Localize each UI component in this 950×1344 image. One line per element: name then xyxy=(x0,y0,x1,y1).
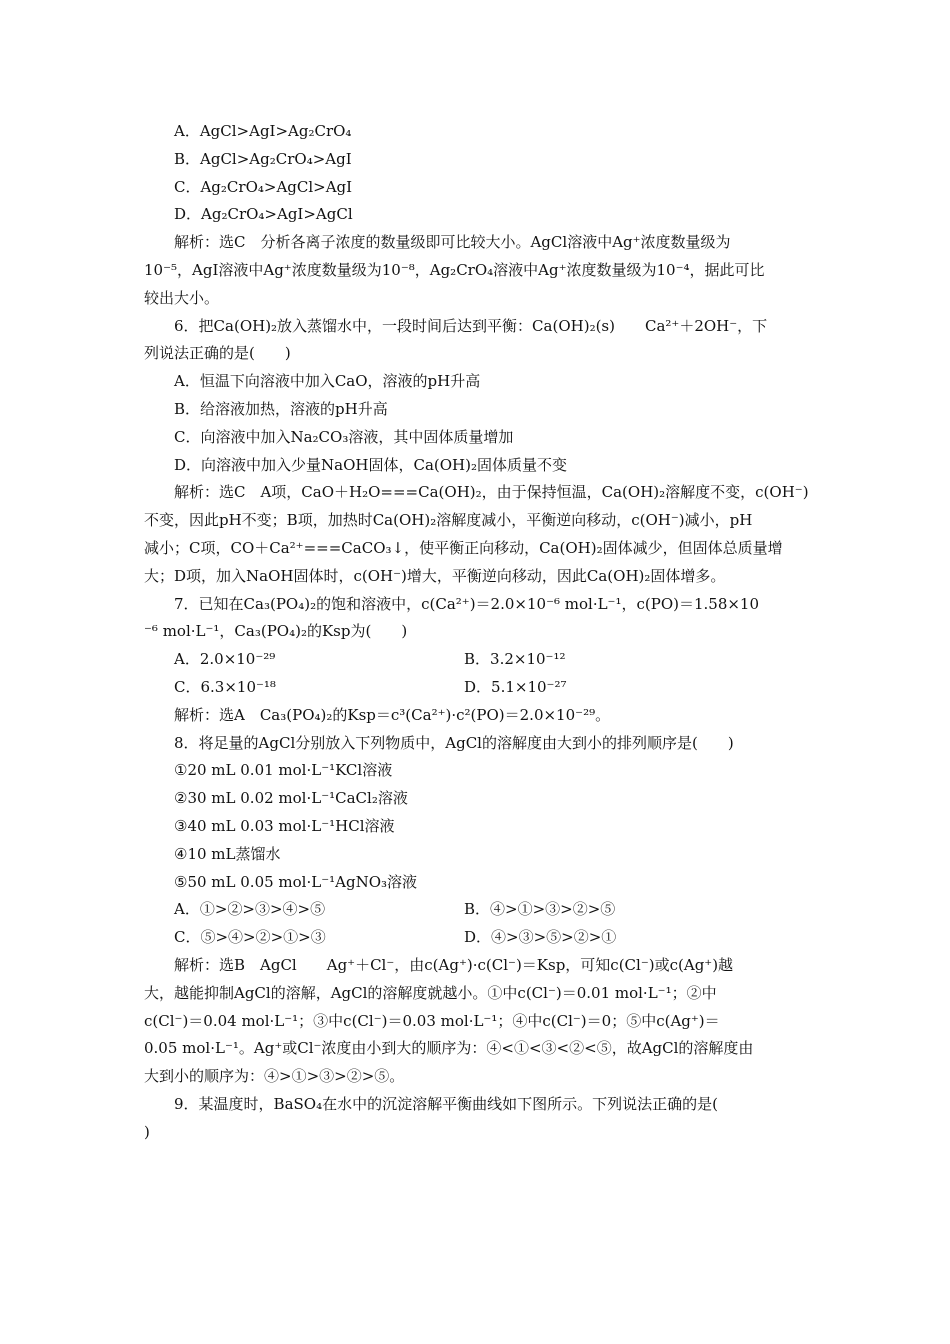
q7-option-d: D．5.1×10⁻²⁷ xyxy=(464,677,567,696)
text-line-q6-b: B．给溶液加热，溶液的pH升高 xyxy=(174,399,388,418)
text-line-q8-i3: ③40 mL 0.03 mol·L⁻¹HCl溶液 xyxy=(174,816,395,835)
text-line-q5-expl-2: 10⁻⁵，AgI溶液中Ag⁺浓度数量级为10⁻⁸，Ag₂CrO₄溶液中Ag⁺浓度数量级为10⁻⁴，据此可比 xyxy=(144,260,765,279)
question-block-8-9 xyxy=(144,952,810,1147)
q8-options-row-2 xyxy=(144,924,810,952)
text-line-q8-stem: 8．将足量的AgCl分别放入下列物质中，AgCl的溶解度由大到小的排列顺序是( ) xyxy=(174,733,734,752)
text-line-q8-i5: ⑤50 mL 0.05 mol·L⁻¹AgNO₃溶液 xyxy=(174,872,418,891)
text-line-q5-d: D．Ag₂CrO₄>AgI>AgCl xyxy=(174,205,353,224)
q8-option-c: C．⑤>④>②>①>③ xyxy=(174,928,326,947)
text-line-q5-expl-1: 解析：选C 分析各离子浓度的数量级即可比较大小。AgCl溶液中Ag⁺浓度数量级为 xyxy=(174,233,731,252)
q8-option-d: D．④>③>⑤>②>① xyxy=(464,928,617,947)
text-line-q8-expl-3: c(Cl⁻)＝0.04 mol·L⁻¹；③中c(Cl⁻)＝0.03 mol·L⁻¹；④中c(Cl⁻)＝0；⑤中c(Ag⁺)＝ xyxy=(144,1011,720,1030)
text-line-q7-stem-2: ⁻⁶ mol·L⁻¹，Ca₃(PO₄)₂的Ksp为( ) xyxy=(144,622,408,641)
text-line-q6-d: D．向溶液中加入少量NaOH固体，Ca(OH)₂固体质量不变 xyxy=(174,455,567,474)
text-line-q5-a: A．AgCl>AgI>Ag₂CrO₄ xyxy=(174,122,352,140)
text-line-q8-i2: ②30 mL 0.02 mol·L⁻¹CaCl₂溶液 xyxy=(174,789,408,808)
text-line-q6-expl-4: 大；D项，加入NaOH固体时，c(OH⁻)增大，平衡逆向移动，因此Ca(OH)₂固体增多。 xyxy=(144,566,726,585)
text-line-q8-expl-4: 0.05 mol·L⁻¹。Ag⁺或Cl⁻浓度由小到大的顺序为：④<①<③<②<⑤，故AgCl的溶解度由 xyxy=(144,1039,754,1058)
q7-option-b: B．3.2×10⁻¹² xyxy=(464,650,566,669)
text-line-q6-a: A．恒温下向溶液中加入CaO，溶液的pH升高 xyxy=(174,372,481,391)
text-line-q9-stem-2: ) xyxy=(144,1122,150,1141)
text-line-q8-expl-5: 大到小的顺序为：④>①>③>②>⑤。 xyxy=(144,1067,405,1086)
question-block-5-7 xyxy=(144,118,810,646)
q8-option-a: A．①>②>③>④>⑤ xyxy=(174,900,326,919)
text-line-q7-expl: 解析：选A Ca₃(PO₄)₂的Ksp＝c³(Ca²⁺)·c²(PO)＝2.0×10⁻²⁹。 xyxy=(174,705,611,724)
text-line-q5-expl-3: 较出大小。 xyxy=(144,288,220,307)
q7-option-a: A．2.0×10⁻²⁹ xyxy=(174,650,276,669)
text-line-q6-c: C．向溶液中加入Na₂CO₃溶液，其中固体质量增加 xyxy=(174,427,514,446)
document-body xyxy=(144,118,810,1146)
text-line-q5-b: B．AgCl>Ag₂CrO₄>AgI xyxy=(174,149,352,168)
q7-options-row-1 xyxy=(144,646,810,674)
text-line-q8-i4: ④10 mL蒸馏水 xyxy=(174,844,281,863)
text-line-q9-stem-1: 9．某温度时，BaSO₄在水中的沉淀溶解平衡曲线如下图所示。下列说法正确的是( xyxy=(174,1094,718,1113)
text-line-q8-i1: ①20 mL 0.01 mol·L⁻¹KCl溶液 xyxy=(174,761,393,780)
text-line-q8-expl-2: 大，越能抑制AgCl的溶解，AgCl的溶解度就越小。①中c(Cl⁻)＝0.01 mol·L⁻¹；②中 xyxy=(144,983,717,1002)
q7-options-row-2 xyxy=(144,674,810,702)
q8-option-b: B．④>①>③>②>⑤ xyxy=(464,900,616,919)
text-line-q6-expl-3: 减小；C项，CO＋Ca²⁺===CaCO₃↓，使平衡正向移动，Ca(OH)₂固体减少，但固体总质量增 xyxy=(144,538,783,557)
text-line-q6-expl-1: 解析：选C A项，CaO＋H₂O===Ca(OH)₂，由于保持恒温，Ca(OH)₂溶解度不变，c(OH⁻) xyxy=(174,483,809,502)
text-line-q7-stem-1: 7．已知在Ca₃(PO₄)₂的饱和溶液中，c(Ca²⁺)＝2.0×10⁻⁶ mol·L⁻¹，c(PO)＝1.58×10 xyxy=(174,594,760,613)
text-line-q8-expl-1: 解析：选B AgCl Ag⁺＋Cl⁻，由c(Ag⁺)·c(Cl⁻)＝Ksp，可知c(Cl⁻)或c(Ag⁺)越 xyxy=(174,955,734,974)
q7-option-c: C．6.3×10⁻¹⁸ xyxy=(174,677,276,696)
text-line-q5-c: C．Ag₂CrO₄>AgCl>AgI xyxy=(174,177,353,196)
q8-options-row-1 xyxy=(144,896,810,924)
question-block-7-8 xyxy=(144,702,810,897)
text-line-q6-expl-2: 不变，因此pH不变；B项，加热时Ca(OH)₂溶解度减小，平衡逆向移动，c(OH⁻)减小，pH xyxy=(144,511,753,530)
text-line-q6-stem-1: 6．把Ca(OH)₂放入蒸馏水中，一段时间后达到平衡：Ca(OH)₂(s) Ca²⁺＋2OH⁻，下 xyxy=(174,316,768,335)
text-line-q6-stem-2: 列说法正确的是( ) xyxy=(144,344,291,363)
